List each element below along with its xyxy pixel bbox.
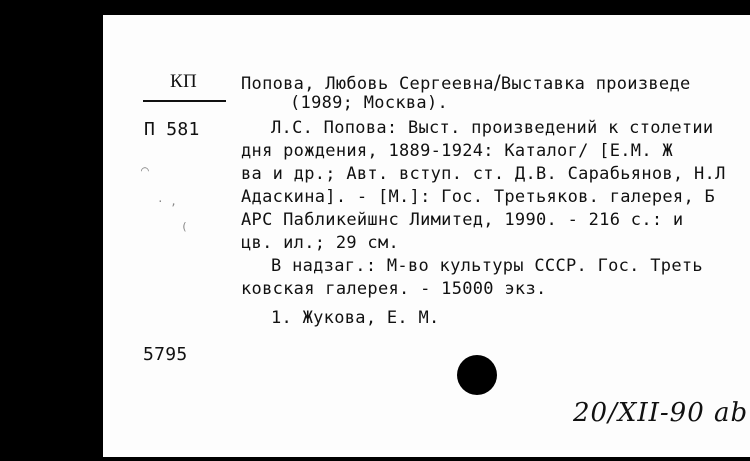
shelf-code: КП: [170, 71, 197, 92]
pencil-marks: (: [181, 220, 188, 233]
body-line: В надзаг.: М-во культуры СССР. Гос. Треть: [271, 256, 703, 276]
shelf-code-rule: [143, 100, 226, 102]
body-line: ковская галерея. - 15000 экз.: [241, 279, 547, 299]
punch-hole: [457, 355, 497, 395]
body-line: Л.С. Попова: Выст. произведений к столетии: [271, 118, 714, 138]
body-line: АРС Пабликейшнс Лимитед, 1990. - 216 с.: и: [241, 210, 684, 230]
inventory-number: 5795: [143, 344, 188, 365]
heading-line: [241, 72, 691, 94]
catalog-card: [103, 15, 750, 457]
call-number: П 581: [144, 119, 200, 140]
slash-mark: /: [493, 70, 501, 94]
body-line: Адаскина]. - [М.]: Гос. Третьяков. галерея, Б: [241, 187, 716, 207]
body-line: 1. Жукова, Е. М.: [271, 308, 440, 328]
body-line: дня рождения, 1889-1924: Каталог/ [Е.М. Ж: [241, 141, 673, 161]
heading-line-2: (1989; Москва).: [290, 93, 449, 113]
pencil-marks: ⌒: [141, 163, 149, 178]
author-heading: Попова, Любовь Сергеевна: [241, 74, 494, 94]
title-heading: Выставка произведе: [500, 74, 691, 94]
body-line: ва и др.; Авт. вступ. ст. Д.В. Сарабьянов, Н.Л: [241, 164, 726, 184]
body-line: цв. ил.; 29 см.: [241, 233, 400, 253]
handwritten-date: 20/XII-90 ab: [573, 398, 749, 428]
pencil-marks: · ,: [157, 195, 177, 208]
